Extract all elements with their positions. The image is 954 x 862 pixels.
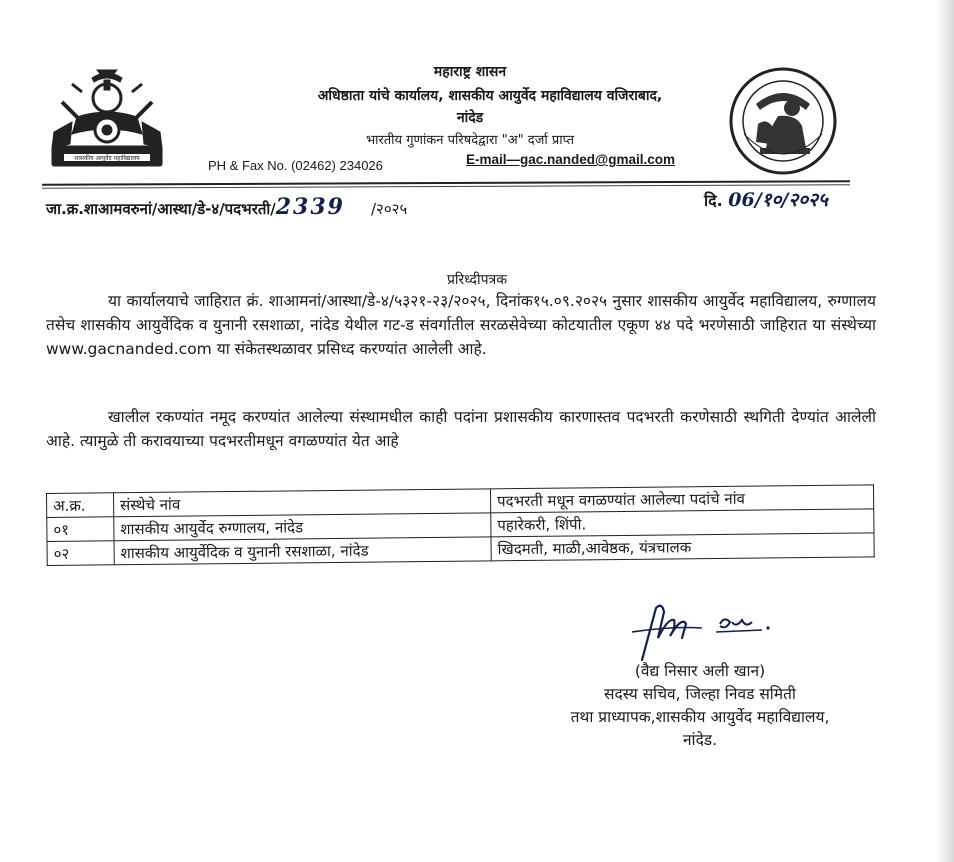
document-date [704, 186, 828, 212]
phone-fax: PH & Fax No. (02462) 234026 [208, 158, 383, 173]
reference-year: /२०२५ [370, 200, 408, 218]
email-address: E-mail—gac.nanded@gmail.com [466, 152, 675, 167]
notice-title: प्ररिध्दीपत्रक [446, 272, 508, 288]
office-heading: अधिष्ठाता यांचे कार्यालय, शासकीय आयुर्वेद महाविद्यालय वजिराबाद, [317, 88, 663, 104]
reference-handwritten-number: 2339 [275, 194, 345, 220]
table-cell: शासकीय आयुर्वेद रुग्णालय, नांदेड [114, 513, 491, 541]
date-value: 06/१०/२०२५ [728, 189, 828, 211]
paragraph-1-text: या कार्यालयाचे जाहिरात क्रं. शाआमनां/आस्था/डे-४/५३२१-२३/२०२५, दिनांक१५.०९.२०२५ नुसार शासकीय आयुर्वेद महाविद्यालय, रुग्णालय तसेच शासकीय आयुर्वेदिक व युनानी रसशाळा, नांदेड येथील गट-ड संवर्गातील सरळसेवेच्या कोटयातील एकूण ४४ पदे भरणेसाठी जाहिरात या संस्थेच्या www.gacnanded.com या संकेतस्थळावर प्रसिध्द करण्यांत आलेली आहे. [46, 292, 876, 358]
table-cell: खिदमती, माळी,आवेष्ठक, यंत्रचालक [491, 533, 874, 561]
paragraph-2-text: खालील रकण्यांत नमूद करण्यांत आलेल्या संस्थामधील काही पदांना प्रशासकीय कारणास्तव पदभरती करणेसाठी स्थगिती देण्यांत आलेली आहे. त्यामुळे ती करावयाच्या पदभरतीमधून वगळण्यांत येत आहे [46, 408, 876, 450]
signatory-title-1: सदस्य सचिव, जिल्हा निवड समिती [604, 685, 796, 703]
table-cell: शासकीय आयुर्वेदिक व युनानी रसशाळा, नांदेड [114, 537, 491, 565]
accreditation-line: भारतीय गुणांकन परिषदेद्वारा "अ" दर्जा प्राप्त [365, 133, 575, 148]
table-header-cell: अ.क्र. [47, 493, 114, 518]
table-cell: ०१ [47, 517, 114, 542]
date-prefix: दि. [704, 191, 723, 210]
signatory-place: नांदेड. [682, 731, 718, 749]
table-header-cell: पदभरती मधून वगळण्यांत आलेल्या पदांचे नांव [490, 485, 873, 513]
left-logo-caption: शासकीय आयुर्वेद महाविद्यालय [74, 155, 140, 162]
table-cell: पहारेकरी, शिंपी. [491, 509, 874, 537]
city-heading: नांदेड [456, 110, 484, 126]
signatory-block [480, 660, 920, 752]
reference-prefix: जा.क्र.शाआमवरुनां/आस्था/डे-४/पदभरती/ [46, 200, 276, 218]
govt-heading: महाराष्ट्र शासन [433, 64, 507, 80]
handwritten-signature [612, 598, 782, 668]
reference-number [46, 194, 407, 220]
signatory-name: (वैद्य निसार अली खान) [634, 662, 766, 680]
table-header-cell: संस्थेचे नांव [114, 489, 491, 517]
notice-paragraph-2 [46, 405, 876, 453]
signatory-title-2: तथा प्राध्यापक,शासकीय आयुर्वेद महाविद्यालय, [570, 708, 830, 726]
notice-paragraph-1 [46, 289, 876, 361]
page-edge-shadow [936, 0, 954, 862]
excluded-posts-table [46, 484, 875, 566]
table-cell: ०२ [47, 541, 114, 566]
